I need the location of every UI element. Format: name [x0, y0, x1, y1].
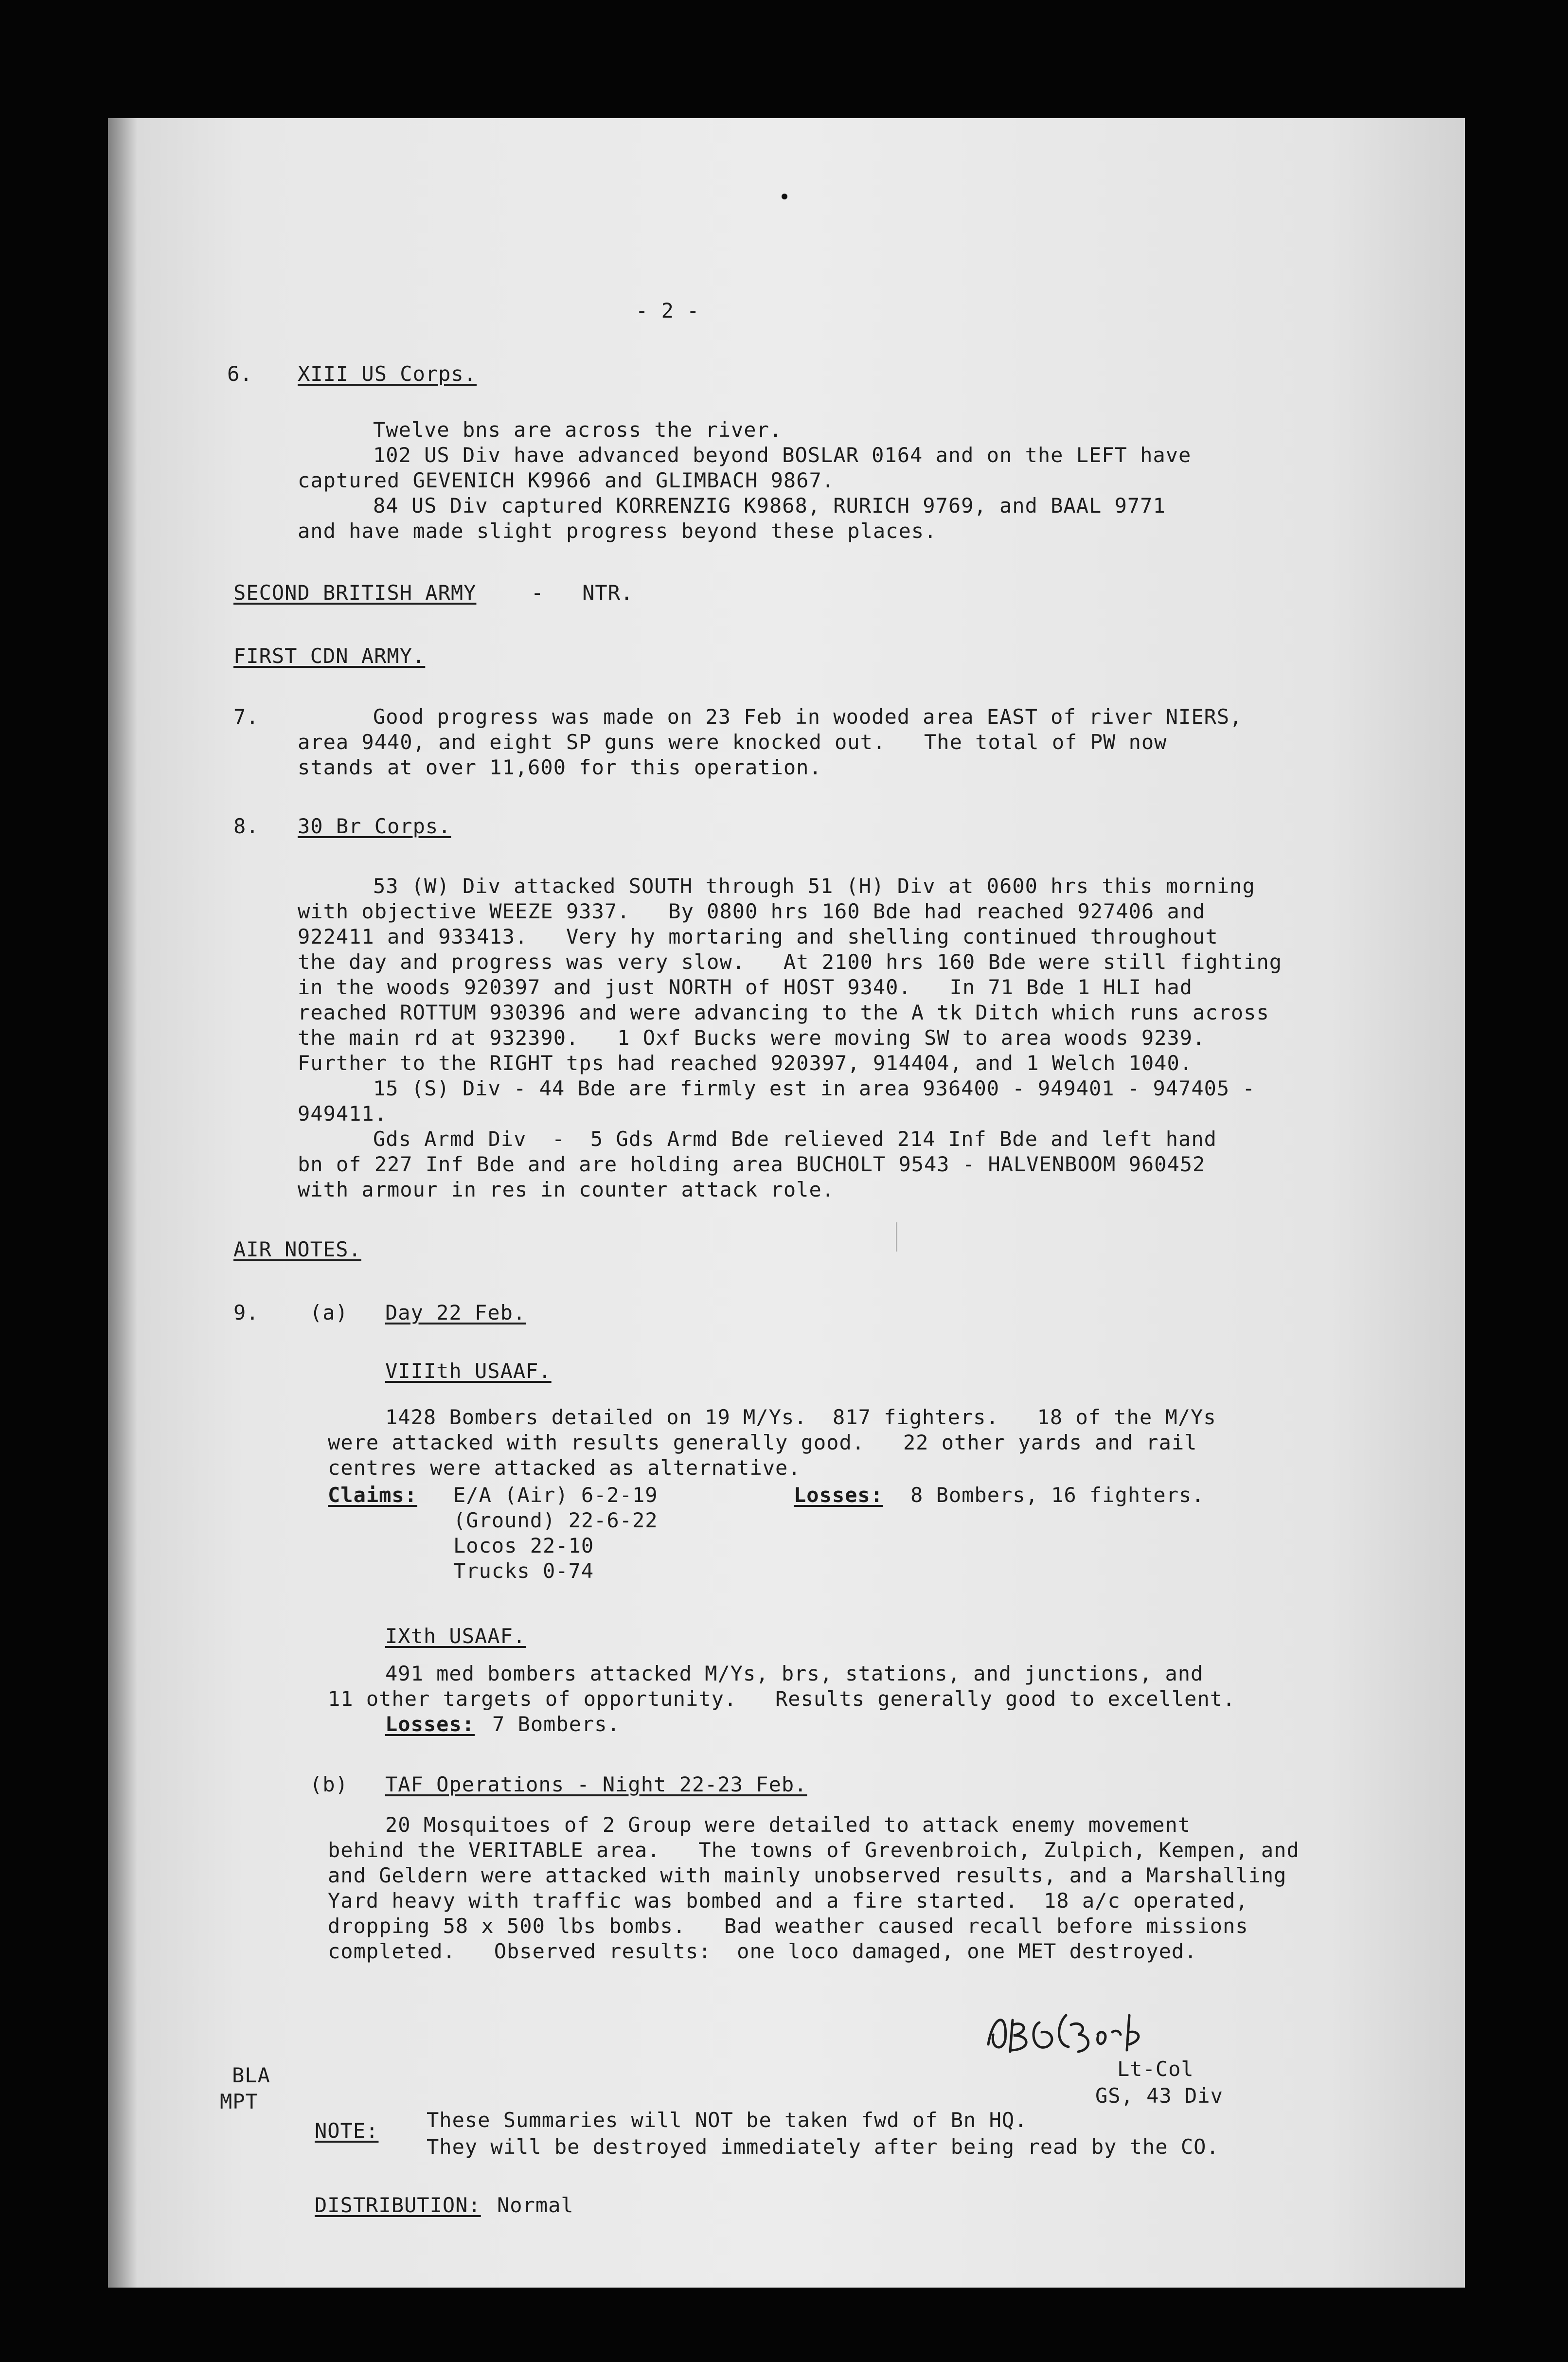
losses-label: Losses:	[794, 1483, 884, 1507]
signatory-rank: Lt-Col	[1117, 2057, 1194, 2081]
document-page	[108, 118, 1465, 2288]
second-army-heading: SECOND BRITISH ARMY	[233, 581, 477, 605]
ix-losses-value: 7 Bombers.	[492, 1712, 620, 1736]
subsection-a-heading: Day 22 Feb.	[385, 1301, 526, 1324]
section-6-line: Twelve bns are across the river.	[373, 418, 783, 442]
section-8-number: 8.	[233, 814, 259, 838]
ix-usaaf-heading: IXth USAAF.	[385, 1624, 526, 1648]
subsection-a-label: (a)	[310, 1301, 348, 1324]
ink-mark	[782, 194, 787, 199]
ix-losses-label: Losses:	[385, 1712, 475, 1736]
section-6-line: captured GEVENICH K9966 and GLIMBACH 9867.	[298, 468, 835, 492]
section-7-line: area 9440, and eight SP guns were knocked out. The total of PW now	[298, 730, 1167, 754]
section-8-line: with armour in res in counter attack role.	[298, 1178, 835, 1201]
section-8-line: 922411 and 933413. Very hy mortaring and shelling continued throughout	[298, 925, 1218, 948]
section-8-line: 15 (S) Div - 44 Bde are firmly est in area 936400 - 949401 - 947405 -	[373, 1076, 1255, 1100]
section-6-line: 84 US Div captured KORRENZIG K9868, RURICH 9769, and BAAL 9771	[373, 494, 1166, 518]
left-code: BLA	[232, 2063, 270, 2087]
section-8-line: 53 (W) Div attacked SOUTH through 51 (H) Div at 0600 hrs this morning	[373, 874, 1255, 898]
distribution-label: DISTRIBUTION:	[315, 2193, 481, 2217]
section-8-line: 949411.	[298, 1102, 388, 1126]
subsection-b-heading: TAF Operations - Night 22-23 Feb.	[385, 1772, 807, 1796]
section-8-line: in the woods 920397 and just NORTH of HOST 9340. In 71 Bde 1 HLI had	[298, 975, 1193, 999]
section-6-line: 102 US Div have advanced beyond BOSLAR 0164 and on the LEFT have	[373, 443, 1192, 467]
left-code: MPT	[220, 2090, 258, 2113]
taf-line: dropping 58 x 500 lbs bombs. Bad weather caused recall before missions	[328, 1914, 1248, 1938]
section-6-number: 6.	[227, 362, 253, 386]
note-label: NOTE:	[315, 2119, 379, 2143]
section-7-line: stands at over 11,600 for this operation.	[298, 755, 822, 779]
air-notes-heading: AIR NOTES.	[233, 1237, 361, 1261]
section-6-line: and have made slight progress beyond these places.	[298, 519, 937, 543]
section-8-line: Gds Armd Div - 5 Gds Armd Bde relieved 214 Inf Bde and left hand	[373, 1127, 1217, 1151]
viii-line: centres were attacked as alternative.	[328, 1456, 801, 1480]
viii-usaaf-heading: VIIIth USAAF.	[385, 1359, 552, 1383]
section-8-line: Further to the RIGHT tps had reached 920397, 914404, and 1 Welch 1040.	[298, 1051, 1193, 1075]
taf-line: 20 Mosquitoes of 2 Group were detailed to attack enemy movement	[385, 1813, 1191, 1837]
section-7-number: 7.	[233, 705, 259, 729]
note-line: These Summaries will NOT be taken fwd of Bn HQ.	[427, 2108, 1028, 2132]
taf-line: behind the VERITABLE area. The towns of Grevenbroich, Zulpich, Kempen, and	[328, 1838, 1300, 1862]
section-8-line: with objective WEEZE 9337. By 0800 hrs 160 Bde had reached 927406 and	[298, 899, 1206, 923]
note-line: They will be destroyed immediately after being read by the CO.	[427, 2135, 1219, 2159]
section-8-heading: 30 Br Corps.	[298, 814, 451, 838]
claims-label: Claims:	[328, 1483, 418, 1507]
claims-line: (Ground) 22-6-22	[453, 1508, 658, 1532]
losses-value: 8 Bombers, 16 fighters.	[910, 1483, 1205, 1507]
page-number: - 2 -	[636, 299, 700, 322]
section-6-heading: XIII US Corps.	[298, 362, 477, 386]
claims-line: E/A (Air) 6-2-19	[453, 1483, 658, 1507]
section-8-line: bn of 227 Inf Bde and are holding area BUCHOLT 9543 - HALVENBOOM 960452	[298, 1152, 1206, 1176]
section-9-number: 9.	[233, 1301, 259, 1324]
section-7-line: Good progress was made on 23 Feb in wooded area EAST of river NIERS,	[373, 705, 1243, 729]
ix-line: 11 other targets of opportunity. Results generally good to excellent.	[328, 1687, 1236, 1711]
page-edge-shadow	[108, 118, 137, 2288]
ix-line: 491 med bombers attacked M/Ys, brs, stations, and junctions, and	[385, 1662, 1204, 1685]
section-8-line: reached ROTTUM 930396 and were advancing to the A tk Ditch which runs across	[298, 1001, 1269, 1024]
distribution-value: Normal	[497, 2193, 574, 2217]
claims-line: Locos 22-10	[453, 1534, 594, 1557]
signature-scrawl-icon	[983, 2005, 1188, 2059]
second-army-status: - NTR.	[531, 581, 634, 605]
taf-line: Yard heavy with traffic was bombed and a fire started. 18 a/c operated,	[328, 1889, 1248, 1913]
signatory-unit: GS, 43 Div	[1095, 2084, 1223, 2108]
taf-line: and Geldern were attacked with mainly unobserved results, and a Marshalling	[328, 1863, 1287, 1887]
section-8-line: the main rd at 932390. 1 Oxf Bucks were moving SW to area woods 9239.	[298, 1026, 1206, 1050]
viii-line: were attacked with results generally good. 22 other yards and rail	[328, 1431, 1197, 1454]
first-cdn-army-heading: FIRST CDN ARMY.	[233, 644, 426, 668]
paper-crease	[896, 1222, 897, 1252]
taf-line: completed. Observed results: one loco damaged, one MET destroyed.	[328, 1939, 1197, 1963]
viii-line: 1428 Bombers detailed on 19 M/Ys. 817 fighters. 18 of the M/Ys	[385, 1405, 1216, 1429]
section-8-line: the day and progress was very slow. At 2100 hrs 160 Bde were still fighting	[298, 950, 1283, 974]
subsection-b-label: (b)	[310, 1772, 348, 1796]
claims-line: Trucks 0-74	[453, 1559, 594, 1583]
